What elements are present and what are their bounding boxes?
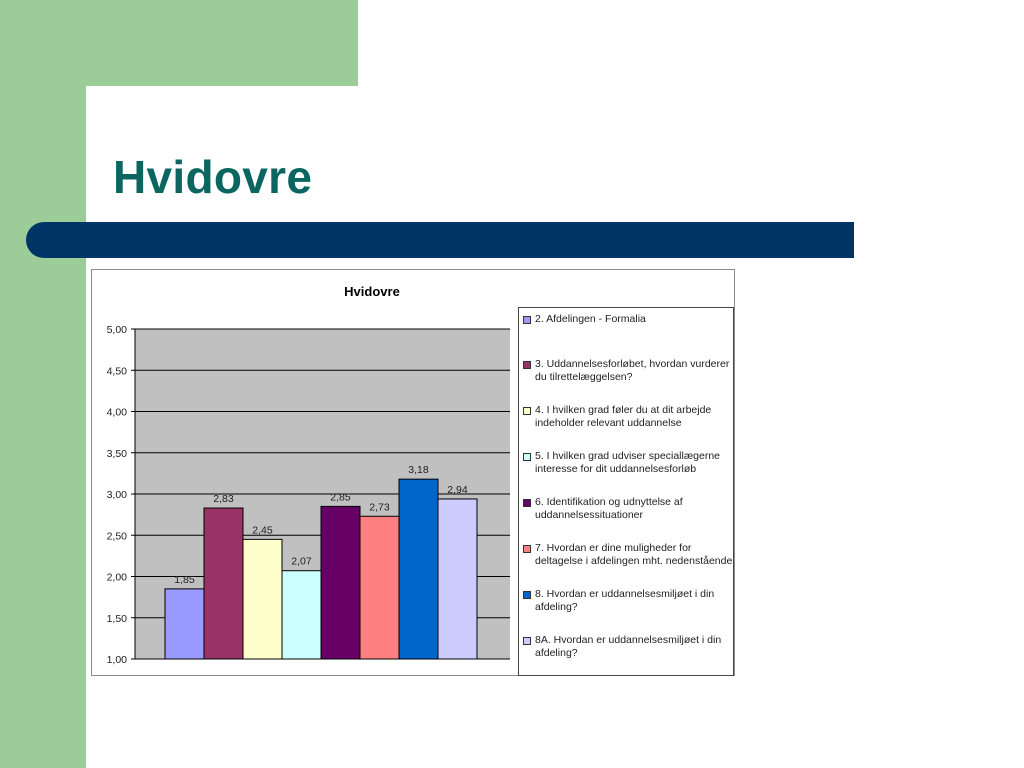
legend-swatch — [523, 499, 531, 507]
bar — [204, 508, 243, 659]
chart-legend — [518, 307, 734, 676]
bar — [399, 479, 438, 659]
legend-swatch — [523, 453, 531, 461]
legend-swatch — [523, 361, 531, 369]
y-tick-label: 3,50 — [106, 447, 127, 460]
bar — [165, 589, 204, 659]
left-green-band — [0, 0, 86, 768]
legend-label: 8A. Hvordan er uddannelsesmiljøet i din afdeling? — [535, 634, 722, 659]
data-label: 2,94 — [447, 483, 468, 496]
bar — [360, 516, 399, 659]
y-tick-label: 5,00 — [106, 324, 127, 336]
data-label: 3,18 — [408, 464, 429, 477]
legend-swatch — [523, 545, 531, 553]
legend-swatch — [523, 316, 531, 324]
legend-label: 6. Identifikation og udnyttelse af uddannelsessituationer — [535, 496, 683, 521]
data-label: 1,85 — [174, 573, 195, 586]
legend-swatch — [523, 637, 531, 645]
y-tick-label: 4,50 — [106, 365, 127, 378]
data-label: 2,83 — [213, 493, 234, 506]
title-underline-bar — [26, 222, 854, 258]
top-green-band — [0, 0, 358, 86]
legend-swatch — [523, 407, 531, 415]
legend-swatch — [523, 591, 531, 599]
bar — [282, 571, 321, 659]
y-tick-label: 4,00 — [106, 406, 127, 419]
bar — [243, 539, 282, 659]
y-tick-label: 2,50 — [106, 530, 127, 543]
legend-label: 5. I hvilken grad udviser speciallægerne interesse for dit uddannelsesforløb — [535, 450, 721, 475]
bar — [321, 506, 360, 659]
slide-title: Hvidovre — [113, 151, 313, 203]
bar — [438, 499, 477, 659]
legend-label: 8. Hvordan er uddannelsesmiljøet i din afdeling? — [535, 588, 715, 613]
data-label: 2,73 — [369, 501, 390, 514]
legend-label: 3. Uddannelsesforløbet, hvordan vurderer du tilrettelæggelsen? — [535, 358, 730, 383]
y-tick-label: 1,50 — [106, 612, 127, 625]
data-label: 2,07 — [291, 555, 312, 568]
y-tick-label: 2,00 — [106, 571, 127, 584]
chart-frame — [91, 269, 735, 676]
legend-label: 4. I hvilken grad føler du at dit arbejde indeholder relevant uddannelse — [535, 404, 712, 429]
legend-label: 2. Afdelingen - Formalia — [535, 313, 646, 325]
legend-label: 7. Hvordan er dine muligheder for deltagelse i afdelingen mht. nedenstående — [535, 542, 733, 567]
y-tick-label: 3,00 — [106, 489, 127, 501]
data-label: 2,85 — [330, 491, 351, 504]
chart-title: Hvidovre — [344, 284, 400, 299]
data-label: 2,45 — [252, 524, 273, 537]
y-tick-label: 1,00 — [106, 654, 127, 666]
